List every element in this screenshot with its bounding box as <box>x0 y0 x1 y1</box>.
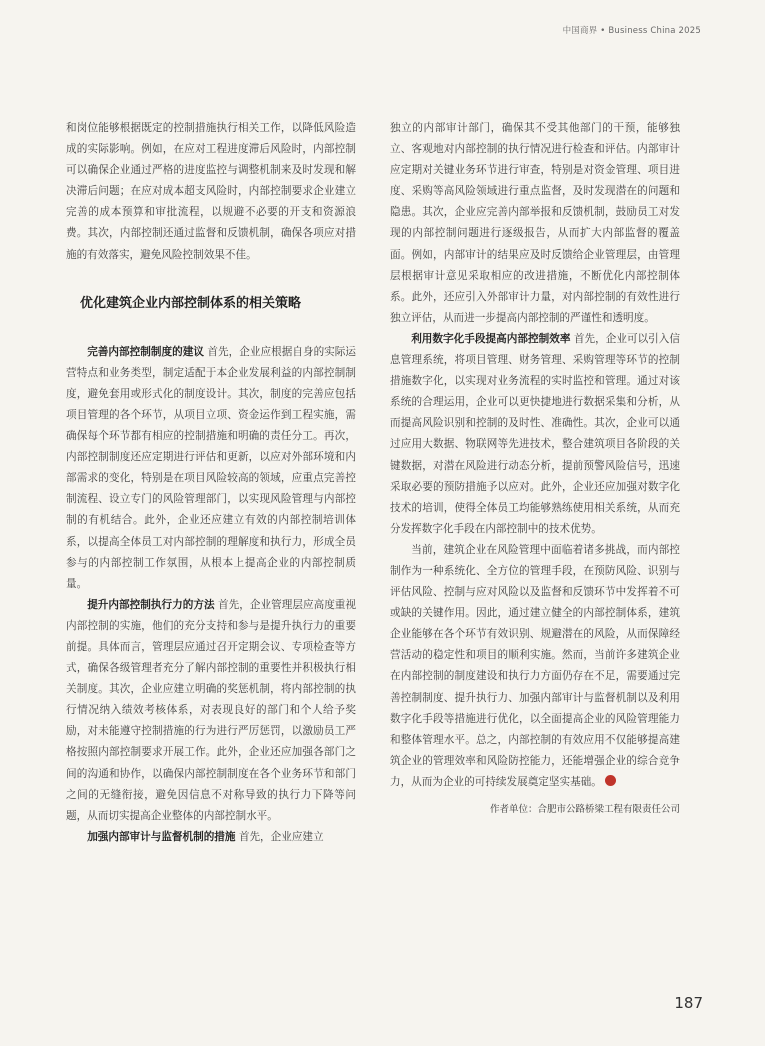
page-number: 187 <box>674 994 703 1012</box>
paragraph: 独立的内部审计部门，确保其不受其他部门的干预，能够独立、客观地对内部控制的执行情况进行检查和评估。内部审计应定期对关键业务环节进行审查，特别是对资金管理、项目进度、采购等高风险领域进行重点监督，及时发现潜在的问题和隐患。其次，企业应完善内部举报和反馈机制，鼓励员工对发现的内部控制问题进行逐级报告，从而扩大内部监督的覆盖面。例如，内部审计的结果应及时反馈给企业管理层，由管理层根据审计意见采取相应的改进措施，不断优化内部控制体系。此外，还应引入外部审计力量，对内部控制的有效性进行独立评估，从而进一步提高内部控制的严谨性和透明度。 <box>390 122 680 324</box>
running-header: 中国商界 • Business China 2025 <box>562 26 701 36</box>
paragraph: 和岗位能够根据既定的控制措施执行相关工作，以降低风险造成的实际影响。例如，在应对工程进度滞后风险时，内部控制可以确保企业通过严格的进度监控与调整机制来及时发现和解决滞后问题；在应对成本超支风险时，内部控制要求企业建立完善的成本预算和审批流程，以规避不必要的开支和资源浪费。其次，内部控制还通过监督和反馈机制，确保各项应对措施的有效落实，避免风险控制效果不佳。 <box>66 122 356 261</box>
right-column <box>390 118 680 820</box>
subsection-lead: 完善内部控制制度的建议 <box>87 345 204 358</box>
paragraph <box>66 595 356 827</box>
paragraph-text: 首先，企业应根据自身的实际运营特点和业务类型，制定适配于本企业发展利益的内部控制制度，避免套用或形式化的制度设计。其次，制度的完善应包括项目管理的各个环节，从项目立项、资金运作到工程实施，需确保每个环节都有相应的控制措施和明确的责任分工。再次，内部控制制度还应定期进行评估和更新，以应对外部环境和内部需求的变化，特别是在项目风险较高的领域，应重点完善控制流程、设立专门的风险管理部门，以实现风险管理与内部控制的有机结合。此外，企业还应建立有效的内部控制培训体系，以提高全体员工对内部控制的理解度和执行力，形成全员参与的内部控制工作氛围，从根本上提高企业的内部控制质量。 <box>66 345 357 590</box>
subsection-lead: 利用数字化手段提高内部控制效率 <box>411 332 571 345</box>
end-mark-icon <box>605 775 616 786</box>
left-column <box>66 118 356 848</box>
paragraph <box>66 342 356 595</box>
paragraph <box>66 827 356 848</box>
paragraph-text: 首先，企业应建立 <box>238 830 324 843</box>
section-heading: 优化建筑企业内部控制体系的相关策略 <box>80 295 302 311</box>
subsection-lead: 加强内部审计与监督机制的措施 <box>87 830 236 843</box>
author-affiliation: 作者单位：合肥市公路桥梁工程有限责任公司 <box>489 804 680 815</box>
paragraph-text: 首先，企业管理层应高度重视内部控制的实施，他们的充分支持和参与是提升执行力的重要前提。具体而言，管理层应通过召开定期会议、专项检查等方式，确保各级管理者充分了解内部控制的重要性并积极执行相关制度。其次，企业应建立明确的奖惩机制，将内部控制的执行情况纳入绩效考核体系，对表现良好的部门和个人给予奖励，对未能遵守控制措施的行为进行严厉惩罚，以激励员工严格按照内部控制要求开展工作。此外，企业还应加强各部门之间的沟通和协作，以确保内部控制制度在各个业务环节和部门之间的无缝衔接，避免因信息不对称导致的执行力下降等问题，从而切实提高企业整体的内部控制水平。 <box>66 598 357 822</box>
subsection-lead: 提升内部控制执行力的方法 <box>87 598 215 611</box>
paragraph <box>390 329 680 540</box>
paragraph <box>390 540 680 793</box>
paragraph-text: 首先，企业可以引入信息管理系统，将项目管理、财务管理、采购管理等环节的控制措施数字化，以实现对业务流程的实时监控和管理。通过对该系统的合理运用，企业可以更快捷地进行数据采集和分析，从而提高风险识别和控制的及时性、准确性。其次，企业可以通过应用大数据、物联网等先进技术，整合建筑项目各阶段的关键数据，对潜在风险进行动态分析，提前预警风险信号，迅速采取必要的预防措施予以应对。此外，企业还应加强对数字化技术的培训，使得全体员工均能够熟练使用相关系统，从而充分发挥数字化手段在内部控制中的技术优势。 <box>390 332 681 535</box>
paragraph-text: 当前，建筑企业在风险管理中面临着诸多挑战，而内部控制作为一种系统化、全方位的管理手段，在预防风险、识别与评估风险、控制与应对风险以及监督和反馈环节中发挥着不可或缺的关键作用。因此，通过建立健全的内部控制体系，建筑企业能够在各个环节有效识别、规避潜在的风险，从而保障经营活动的稳定性和项目的顺利实施。然而，当前许多建筑企业在内部控制的制度建设和执行力方面仍存在不足，需要通过完善控制制度、提升执行力、加强内部审计与监督机制以及利用数字化手段等措施进行优化，以全面提高企业的风险管理能力和整体管理水平。总之，内部控制的有效应用不仅能够提高建筑企业的管理效率和风险防控能力，还能增强企业的综合竞争力，从而为企业的可持续发展奠定坚实基础。 <box>390 543 680 788</box>
